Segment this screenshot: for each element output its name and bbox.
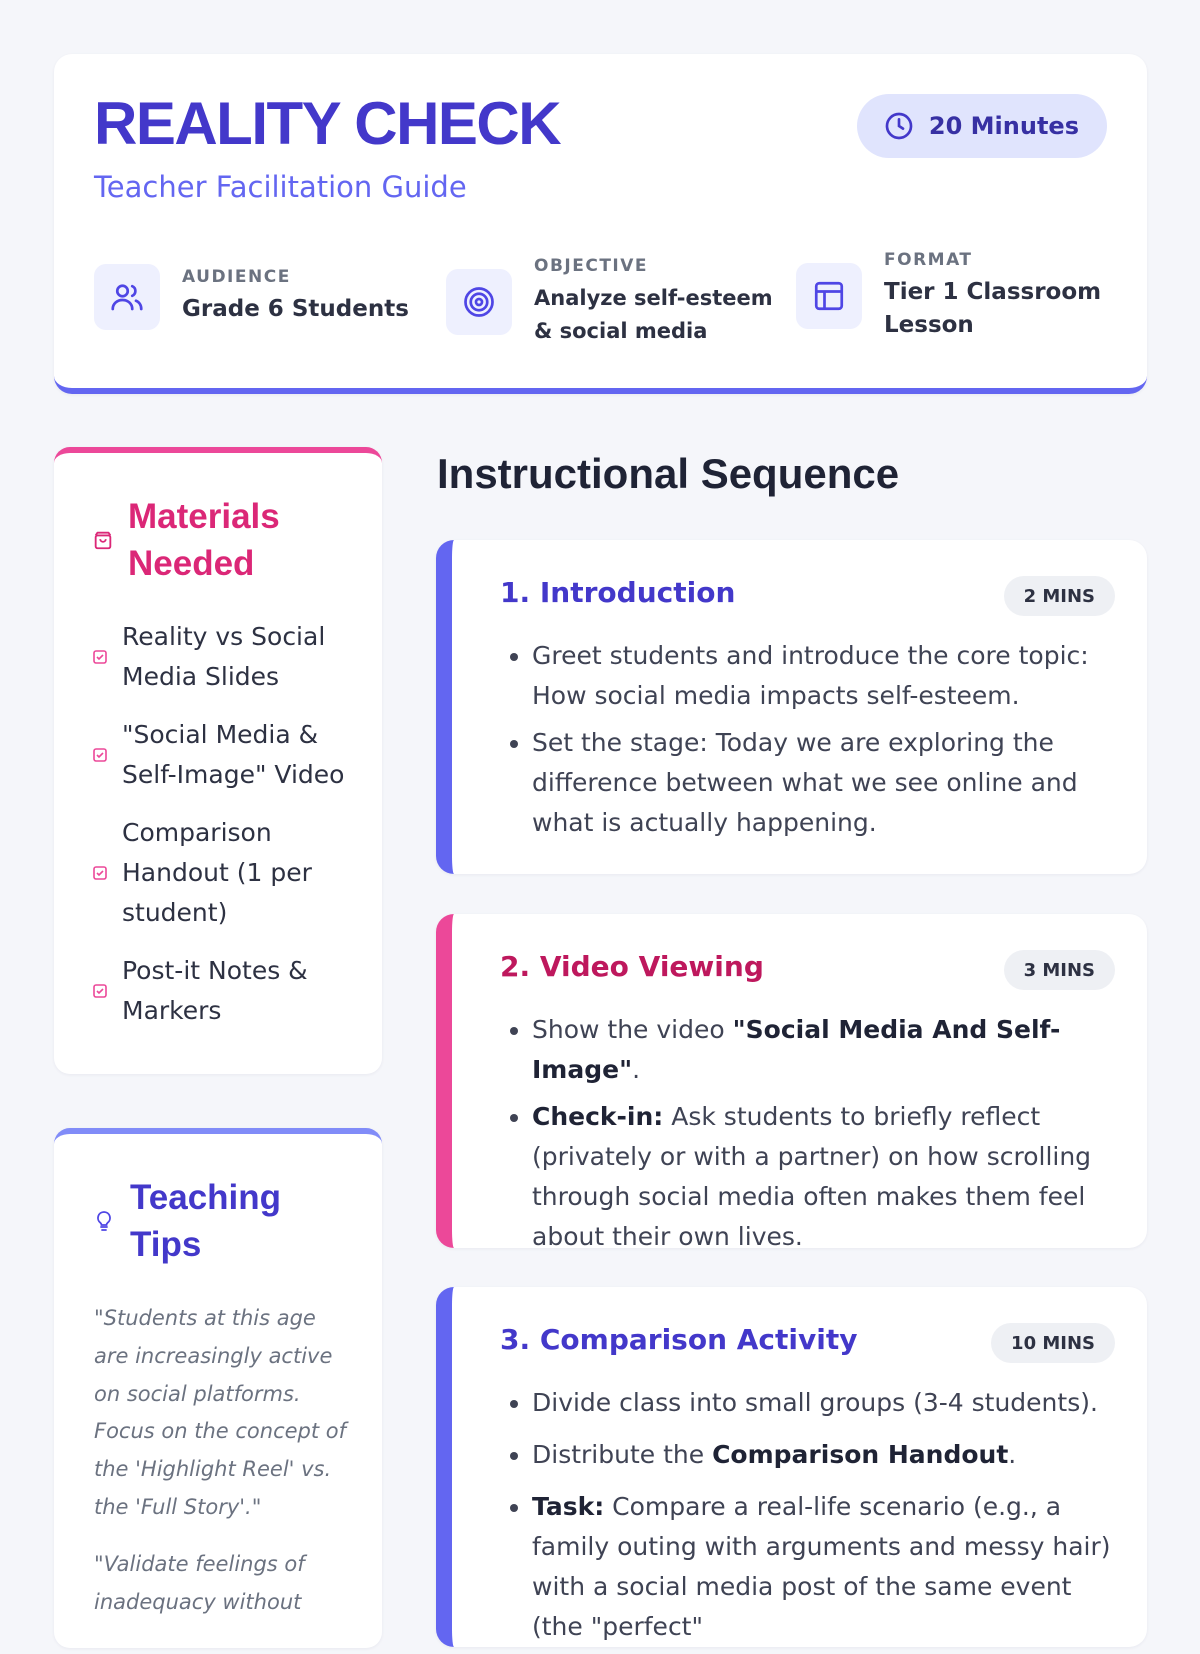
step-bullets: [532, 1010, 1115, 1264]
list-item: [92, 951, 362, 1031]
tip-quote: [94, 1300, 354, 1527]
bullet-bold: Comparison Handout: [712, 1440, 1009, 1469]
checkbox-icon: [92, 747, 108, 763]
target-icon: [461, 284, 497, 320]
tips-card: [54, 1128, 382, 1648]
tip-quote: [94, 1546, 354, 1622]
tip-line: on social platforms.: [94, 1381, 301, 1406]
list-item: [532, 1010, 1115, 1090]
format-label: FORMAT: [884, 250, 973, 270]
bullet-bold: Check-in:: [532, 1102, 664, 1131]
material-text: Handout (1 per: [122, 858, 312, 887]
format-icon-tile: [796, 263, 862, 329]
duration-text: 20 Minutes: [928, 112, 1079, 140]
objective-value-line2: & social media: [534, 318, 708, 343]
tips-title-line1: Teaching: [130, 1178, 282, 1217]
bullet-text: Compare a real-life scenario (e.g., a family outing with arguments and messy hair) with a social media post of the same event (the "perfect": [532, 1492, 1111, 1641]
checkbox-icon: [92, 649, 108, 665]
list-item: [92, 715, 362, 795]
checkbox-icon: [92, 865, 108, 881]
materials-title-line2: Needed: [128, 544, 255, 584]
step-duration-badge: 2 MINS: [1004, 576, 1115, 616]
audience-meta: [94, 264, 409, 330]
bullet-text: Distribute the: [532, 1440, 713, 1469]
audience-value: Grade 6 Students: [182, 296, 409, 323]
format-value-line2: Lesson: [884, 312, 974, 339]
tips-title-line2: Tips: [130, 1225, 202, 1265]
tip-line: the 'Highlight Reel' vs.: [94, 1457, 332, 1482]
objective-icon-tile: [446, 269, 512, 335]
format-meta: [796, 250, 1101, 343]
tips-header: [92, 1174, 281, 1269]
tip-line: Focus on the concept of: [94, 1419, 347, 1444]
clock-icon: [883, 110, 915, 142]
bullet-text: .: [1008, 1440, 1017, 1469]
bullet-text: .: [632, 1055, 641, 1084]
material-text: Self-Image" Video: [122, 760, 345, 789]
tip-line: "Validate feelings of: [94, 1552, 305, 1576]
list-item: • Set the stage: Today we are exploring the difference between what we see online and what is actually happening.: [532, 723, 1115, 843]
list-item: [92, 813, 362, 933]
step-title: 3. Comparison Activity: [500, 1323, 858, 1356]
materials-header: [92, 493, 280, 588]
material-text: Comparison: [122, 818, 272, 847]
materials-card: [54, 447, 382, 1074]
page-title: REALITY CHECK: [94, 90, 561, 157]
sequence-title: Instructional Sequence: [437, 450, 900, 497]
step-title: 2. Video Viewing: [500, 950, 764, 983]
tip-line: "Students at this age: [94, 1306, 316, 1330]
step-duration-badge: 3 MINS: [1004, 950, 1115, 990]
bullet-text: Ask students to briefly reflect (privately or with a partner) on how scrolling through social media often makes them feel about their own lives.: [532, 1102, 1092, 1251]
material-text: Reality vs Social: [122, 622, 326, 651]
checkbox-icon: [92, 983, 108, 999]
tip-line: inadequacy without: [94, 1589, 302, 1614]
objective-label: OBJECTIVE: [534, 256, 649, 276]
users-icon: [109, 279, 145, 315]
duration-badge: [857, 94, 1107, 158]
step-bullets: [532, 1383, 1115, 1654]
step-card-video: [436, 914, 1147, 1251]
audience-label: AUDIENCE: [182, 267, 291, 288]
list-item: • Divide class into small groups (3-4 students).: [532, 1383, 1115, 1423]
materials-title-line1: Materials: [128, 497, 280, 536]
objective-value-line1: Analyze self-esteem: [534, 286, 773, 310]
list-item: [532, 1487, 1115, 1647]
bullet-bold: "Social Media And Self-Image": [532, 1015, 1061, 1084]
step-card-comparison: [436, 1287, 1147, 1647]
format-value-line1: Tier 1 Classroom: [884, 279, 1102, 305]
step-card-introduction: [436, 540, 1147, 874]
list-item: [532, 1435, 1115, 1475]
material-text: Markers: [122, 996, 222, 1025]
list-item: [92, 617, 362, 697]
list-item: [532, 1097, 1115, 1257]
step-title: 1. Introduction: [500, 576, 736, 609]
lightbulb-icon: [92, 1208, 116, 1234]
material-text: student): [122, 898, 228, 927]
tip-line: the 'Full Story'.": [94, 1494, 262, 1519]
material-text: Post-it Notes &: [122, 956, 308, 985]
tip-line: are increasingly active: [94, 1343, 333, 1368]
header-card: [54, 54, 1147, 394]
list-item: • Greet students and introduce the core topic: How social media impacts self-esteem.: [532, 636, 1115, 716]
step-duration-badge: 10 MINS: [991, 1323, 1115, 1363]
audience-icon-tile: [94, 264, 160, 330]
material-text: "Social Media &: [122, 720, 319, 749]
objective-meta: [446, 256, 773, 347]
bullet-text: Show the video: [532, 1015, 733, 1044]
shopping-bag-icon: [92, 529, 114, 551]
step-bullets: [532, 636, 1115, 850]
page-subtitle: Teacher Facilitation Guide: [94, 170, 467, 204]
bullet-bold: Task:: [532, 1492, 605, 1521]
layout-icon: [811, 278, 847, 314]
material-text: Media Slides: [122, 662, 280, 691]
